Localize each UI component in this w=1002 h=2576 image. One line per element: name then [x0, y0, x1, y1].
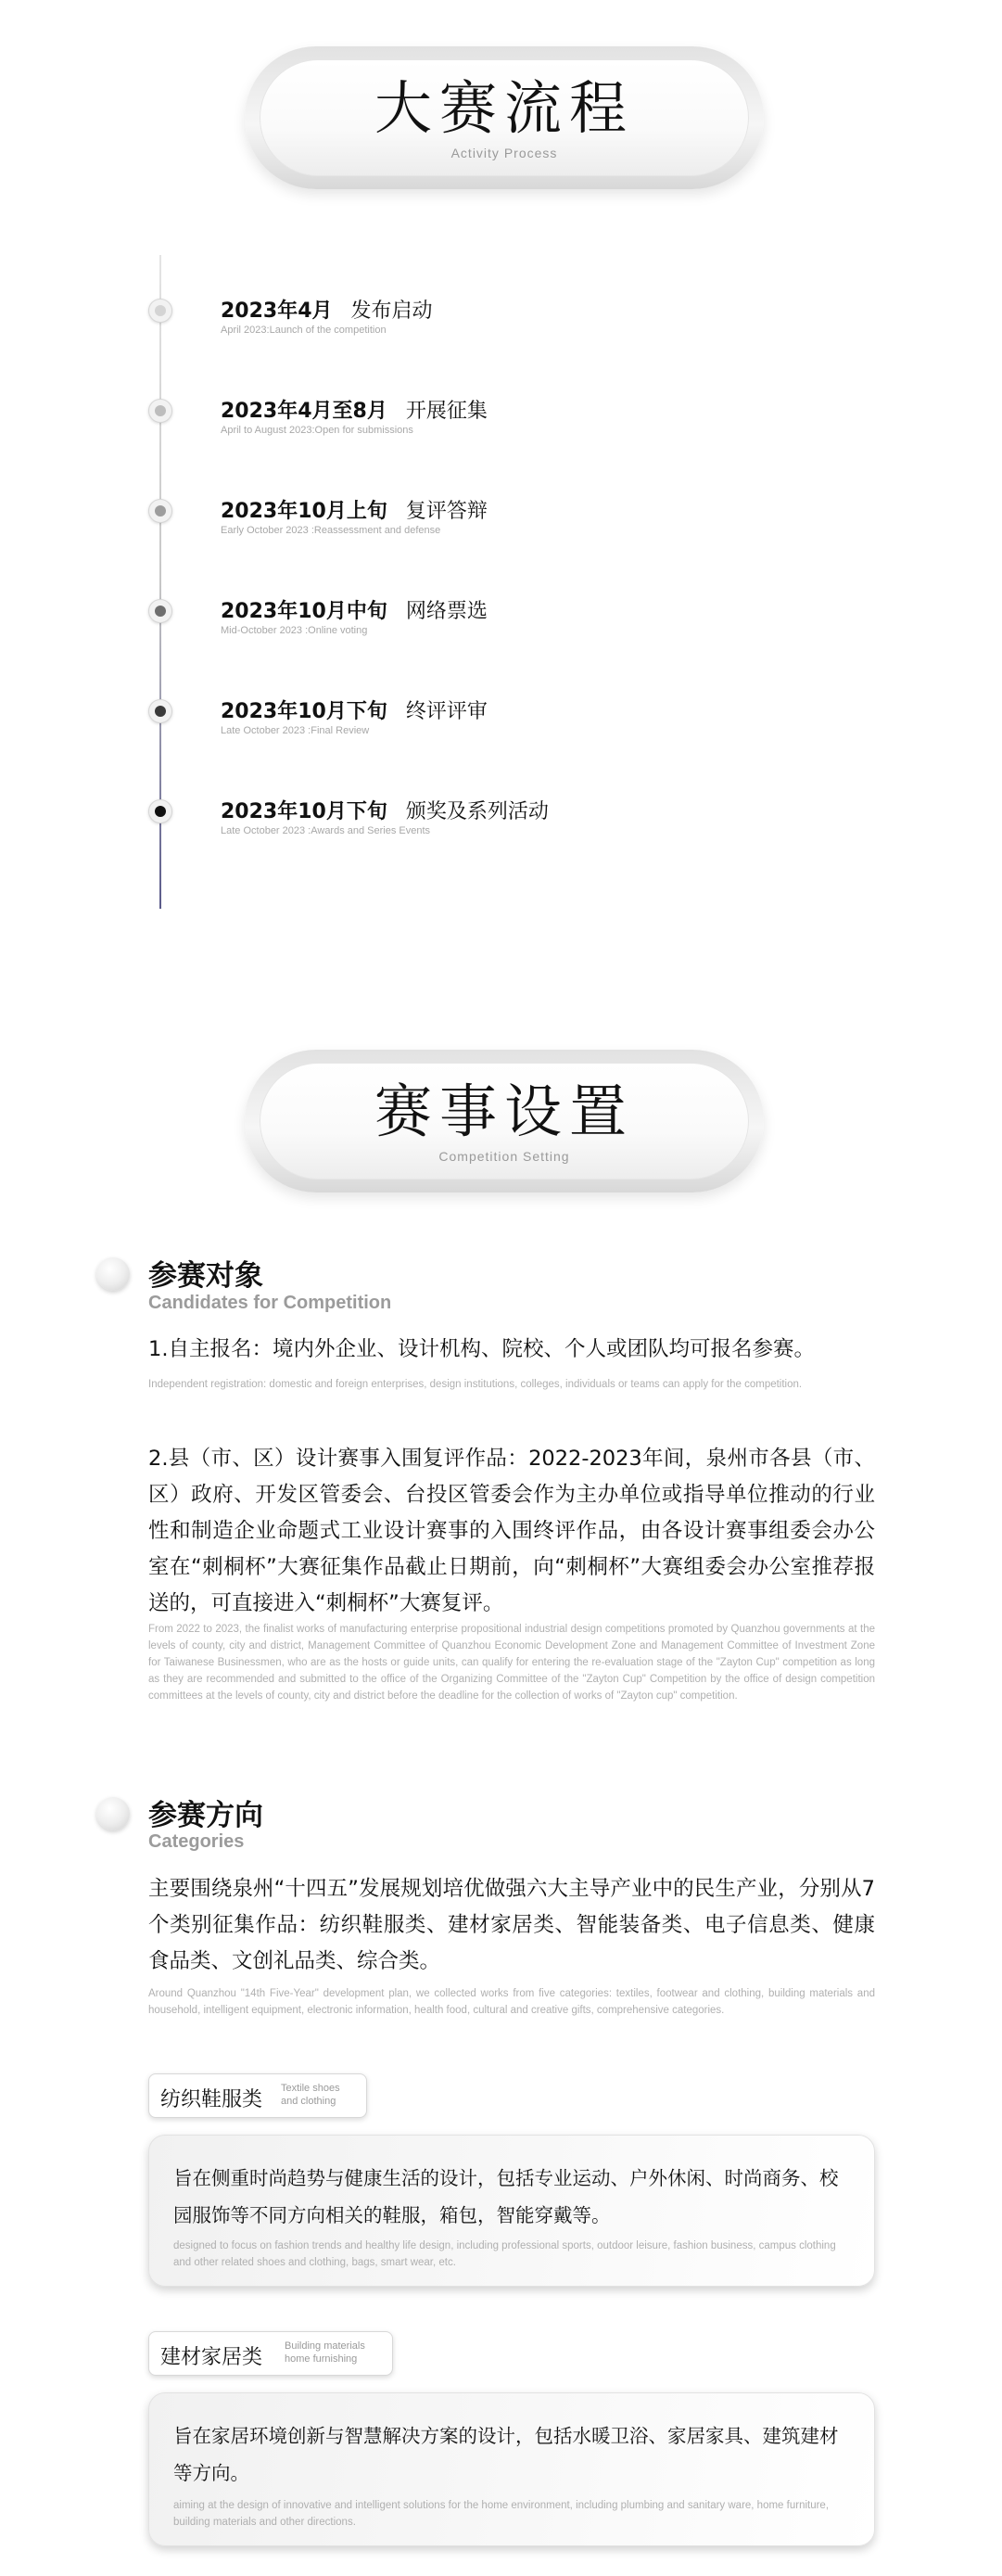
category-tag-label: 建材家居类: [160, 2346, 263, 2369]
timeline-event: 颁奖及系列活动: [405, 800, 549, 823]
timeline-date: 2023年10月中旬: [221, 600, 387, 623]
category-tag-en: [285, 2340, 365, 2366]
timeline-date: 2023年10月下旬: [221, 700, 387, 723]
categories-en-title: Categories: [148, 1831, 245, 1852]
timeline-dot: [148, 699, 172, 723]
timeline-event: 终评评审: [405, 700, 488, 723]
candidates-en-title: Candidates for Competition: [148, 1293, 392, 1313]
timeline-event: 复评答辩: [405, 500, 488, 523]
category-tag-label: 纺织鞋服类: [160, 2088, 263, 2111]
timeline-en: April to August 2023:Open for submissions: [221, 425, 413, 436]
categories-title: 参赛方向: [148, 1799, 263, 1832]
candidates-p2: 2.县（市、区）设计赛事入围复评作品：2022-2023年间，泉州市各县（市、区）政府、开发区管委会、台投区管委会作为主办单位或指导单位推动的行业性和制造企业命题式工业设计赛事的入围终评作品，由各设计赛事组委会办公室在“刺桐杯”大赛征集作品截止日期前，向“刺桐杯”大赛组委会办公室推荐报送的，可直接进入“刺桐杯”大赛复评。: [148, 1447, 875, 1615]
timeline-date: 2023年10月下旬: [221, 800, 387, 823]
category-desc-en: designed to focus on fashion trends and healthy life design, including professional sports, outdoor leisure, fashion business, campus clothing and other related shoes and clothing, bags, smart wear, etc.: [173, 2240, 836, 2268]
category-card-building: [148, 2392, 875, 2546]
timeline-item: [0, 588, 1002, 653]
timeline-item: [0, 488, 1002, 553]
candidates-bullet: [96, 1257, 130, 1291]
timeline-dot: [148, 799, 172, 823]
categories-intro: 主要围绕泉州“十四五”发展规划培优做强六大主导产业中的民生产业，分别从7个类别征集作品：纺织鞋服类、建材家居类、智能装备类、电子信息类、健康食品类、文创礼品类、综合类。: [148, 1877, 875, 1973]
timeline-item: [0, 287, 1002, 352]
setting-header: [245, 1050, 764, 1192]
candidates-p2-en: From 2022 to 2023, the finalist works of manufacturing enterprise propositional industrial design competitions promoted by Quanzhou governments at the levels of county, city and district, Management Committee of Quanzhou Economic Development Zone and Management Committee of Investment Zone for Taiwanese Businessmen, who are as the hosts or guide units, can qualify for entering the re-evaluation stage of the "Zayton Cup" competition as long as they are recommended and submitted to the office of the Organizing Committee of the "Zayton Cup" Competition by the office of design competition committees at the levels of county, city and district before the deadline for the collection of works of "Zayton cup" competition.: [148, 1624, 875, 1702]
timeline-dot: [148, 599, 172, 623]
category-card-textile: [148, 2135, 875, 2287]
timeline-date: 2023年4月至8月: [221, 400, 387, 423]
category-tag-textile: [148, 2073, 367, 2118]
timeline-heading: [221, 495, 488, 524]
setting-subtitle: Competition Setting: [438, 1149, 570, 1164]
timeline-dot: [148, 399, 172, 423]
process-header: [245, 46, 764, 189]
timeline-date: 2023年4月: [221, 300, 333, 323]
timeline-en: April 2023:Launch of the competition: [221, 325, 387, 336]
timeline-date: 2023年10月上旬: [221, 500, 387, 523]
timeline-heading: [221, 796, 549, 824]
timeline-item: [0, 788, 1002, 853]
category-desc: 旨在侧重时尚趋势与健康生活的设计，包括专业运动、户外休闲、时尚商务、校园服饰等不同方向相关的鞋服，箱包，智能穿戴等。: [173, 2167, 839, 2226]
timeline-item: [0, 688, 1002, 753]
candidates-p1-en: Independent registration: domestic and foreign enterprises, design institutions, colleges, individuals or teams can apply for the competition.: [148, 1379, 803, 1390]
category-tag-en-line: Textile shoes: [281, 2083, 340, 2094]
category-tag-en-line: and clothing: [281, 2096, 336, 2107]
setting-header-inner: [260, 1063, 749, 1180]
timeline-event: 发布启动: [350, 300, 433, 323]
categories-intro-en: Around Quanzhou "14th Five-Year" development plan, we collected works from five categories: textiles, footwear and clothing, building materials and household, intelligent equipment, electronic information, health food, cultural and creative gifts, comprehensive categories.: [148, 1988, 875, 2016]
category-desc: 旨在家居环境创新与智慧解决方案的设计，包括水暖卫浴、家居家具、建筑建材等方向。: [173, 2425, 839, 2484]
category-tag-en: [281, 2082, 340, 2108]
timeline-en: Late October 2023 :Awards and Series Events: [221, 825, 431, 836]
timeline-heading: [221, 395, 488, 424]
timeline-event: 网络票选: [405, 600, 488, 623]
timeline-heading: [221, 295, 433, 324]
category-tag-building: [148, 2331, 393, 2376]
timeline-heading: [221, 695, 488, 724]
process-subtitle: Activity Process: [450, 146, 558, 160]
process-header-inner: [260, 59, 749, 176]
timeline-event: 开展征集: [405, 400, 488, 423]
timeline-en: Late October 2023 :Final Review: [221, 725, 370, 736]
category-desc-en: aiming at the design of innovative and intelligent solutions for the home environment, including plumbing and sanitary ware, home furniture, building materials and other directions.: [173, 2500, 830, 2528]
setting-title: 赛事设置: [374, 1078, 634, 1145]
timeline-en: Early October 2023 :Reassessment and defense: [221, 525, 441, 536]
timeline-en: Mid-October 2023 :Online voting: [221, 625, 368, 636]
timeline-item: [0, 388, 1002, 453]
categories-bullet: [96, 1797, 130, 1830]
candidates-title: 参赛对象: [148, 1259, 263, 1293]
timeline-dot: [148, 299, 172, 323]
candidates-p1: 1.自主报名：境内外企业、设计机构、院校、个人或团队均可报名参赛。: [148, 1337, 815, 1361]
timeline-heading: [221, 595, 488, 624]
category-tag-en-line: home furnishing: [285, 2353, 358, 2365]
category-tag-en-line: Building materials: [285, 2340, 365, 2352]
process-title: 大赛流程: [374, 74, 634, 142]
timeline-dot: [148, 499, 172, 523]
